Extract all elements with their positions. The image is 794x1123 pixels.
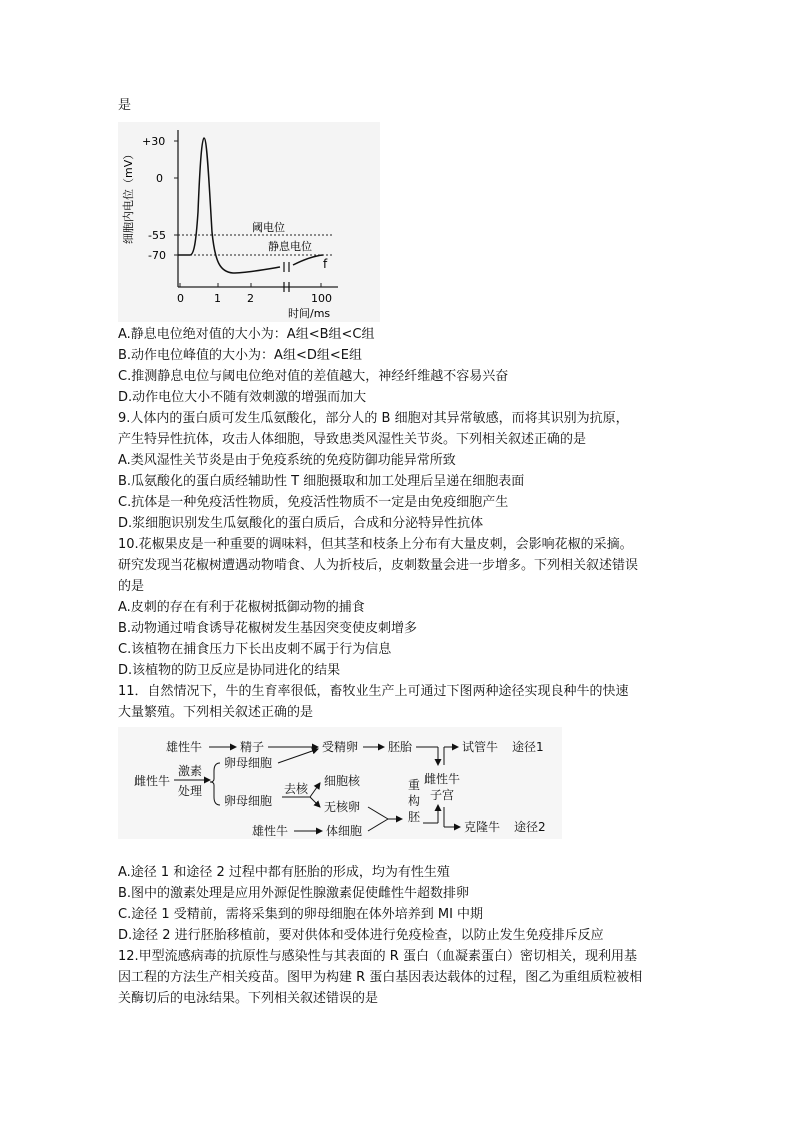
q12-stem-line: 关酶切后的电泳结果。下列相关叙述错误的是 bbox=[118, 991, 379, 1006]
enucleated-egg-label: 无核卵 bbox=[324, 800, 361, 814]
ytick-label: 0 bbox=[156, 172, 163, 185]
curve-label: f bbox=[323, 257, 328, 271]
top-text-fragment: 是 bbox=[118, 98, 132, 113]
xtick-label: 1 bbox=[214, 292, 221, 305]
reproduction-pathway-diagram bbox=[118, 727, 562, 839]
q8-option-b: B.动作电位峰值的大小为：A组<D组<E组 bbox=[118, 348, 362, 363]
oocyte-label: 卵母细胞 bbox=[224, 756, 273, 770]
q11-option-c: C.途径 1 受精前，需将采集到的卵母细胞在体外培养到 MI 中期 bbox=[118, 907, 484, 922]
q10-stem-line: 研究发现当花椒树遭遇动物啃食、人为折枝后，皮刺数量会进一步增多。下列相关叙述错误 bbox=[118, 558, 639, 573]
q9-stem-line: 产生特异性抗体，攻击人体细胞，导致患类风湿性关节炎。下列相关叙述正确的是 bbox=[118, 432, 587, 447]
reconstructed-embryo-char: 重 bbox=[408, 778, 421, 792]
route-2-label: 途径2 bbox=[514, 820, 546, 834]
male-cattle-label: 雄性牛 bbox=[252, 824, 289, 838]
q9-option-d: D.浆细胞识别发生瓜氨酸化的蛋白质后，合成和分泌特异性抗体 bbox=[118, 516, 484, 531]
recipient-female-label: 雌性牛 bbox=[424, 772, 461, 786]
somatic-cell-label: 体细胞 bbox=[326, 824, 363, 838]
hormone-label: 激素 bbox=[178, 764, 203, 778]
treatment-label: 处理 bbox=[178, 784, 203, 798]
q12-stem-line: 因工程的方法生产相关疫苗。图甲为构建 R 蛋白基因表达载体的过程，图乙为重组质粒被相 bbox=[118, 970, 643, 985]
ytick-label: +30 bbox=[142, 135, 166, 148]
graph-ylabel: 细胞内电位（mV） bbox=[122, 148, 135, 244]
nucleus-label: 细胞核 bbox=[324, 774, 361, 788]
male-cattle-label: 雄性牛 bbox=[166, 740, 203, 754]
female-cattle-label: 雌性牛 bbox=[134, 774, 171, 788]
route-1-label: 途径1 bbox=[512, 740, 544, 754]
q8-option-a: A.静息电位绝对值的大小为：A组<B组<C组 bbox=[118, 327, 375, 342]
q9-option-c: C.抗体是一种免疫活性物质，免疫活性物质不一定是由免疫细胞产生 bbox=[118, 495, 509, 510]
q9-option-a: A.类风湿性关节炎是由于免疫系统的免疫防御功能异常所致 bbox=[118, 453, 456, 468]
q10-option-b: B.动物通过啃食诱导花椒树发生基因突变使皮刺增多 bbox=[118, 621, 418, 636]
threshold-label: 阈电位 bbox=[252, 221, 285, 234]
q10-option-d: D.该植物的防卫反应是协同进化的结果 bbox=[118, 663, 341, 678]
q11-option-b: B.图中的激素处理是应用外源促性腺激素促使雌性牛超数排卵 bbox=[118, 886, 470, 901]
xtick-label: 2 bbox=[247, 292, 254, 305]
test-tube-cattle-label: 试管牛 bbox=[462, 740, 499, 754]
q11-option-d: D.途径 2 进行胚胎移植前，要对供体和受体进行免疫检查，以防止发生免疫排斥反应 bbox=[118, 928, 604, 943]
xtick-label: 100 bbox=[311, 292, 332, 305]
resting-label: 静息电位 bbox=[268, 240, 312, 253]
q10-stem-line: 10.花椒果皮是一种重要的调味料，但其茎和枝条上分布有大量皮刺，会影响花椒的采摘。 bbox=[118, 537, 633, 552]
embryo-label: 胚胎 bbox=[388, 740, 413, 754]
q12-stem-line: 12.甲型流感病毒的抗原性与感染性与其表面的 R 蛋白（血凝素蛋白）密切相关，现利用基 bbox=[118, 949, 637, 964]
oocyte-label: 卵母细胞 bbox=[224, 794, 273, 808]
uterus-label: 子宫 bbox=[430, 788, 455, 802]
clone-cattle-label: 克隆牛 bbox=[464, 820, 501, 834]
ytick-label: -70 bbox=[148, 249, 166, 262]
reconstructed-embryo-char: 胚 bbox=[408, 810, 421, 824]
action-potential-graph bbox=[118, 122, 380, 322]
q11-option-a: A.途径 1 和途径 2 过程中都有胚胎的形成，均为有性生殖 bbox=[118, 865, 450, 880]
fertilized-egg-label: 受精卵 bbox=[322, 740, 359, 754]
q11-stem-line: 11．自然情况下，牛的生育率很低，畜牧业生产上可通过下图两种途径实现良种牛的快速 bbox=[118, 684, 629, 699]
q8-option-d: D.动作电位大小不随有效刺激的增强而加大 bbox=[118, 390, 367, 405]
xtick-label: 0 bbox=[177, 292, 184, 305]
sperm-label: 精子 bbox=[240, 740, 265, 754]
ytick-label: -55 bbox=[148, 229, 166, 242]
q8-option-c: C.推测静息电位与阈电位绝对值的差值越大，神经纤维越不容易兴奋 bbox=[118, 369, 509, 384]
q10-stem-line: 的是 bbox=[118, 579, 145, 594]
graph-xlabel: 时间/ms bbox=[288, 307, 331, 320]
q9-stem-line: 9.人体内的蛋白质可发生瓜氨酸化，部分人的 B 细胞对其异常敏感，而将其识别为抗原， bbox=[118, 411, 629, 426]
q9-option-b: B.瓜氨酸化的蛋白质经辅助性 T 细胞摄取和加工处理后呈递在细胞表面 bbox=[118, 474, 525, 489]
enucleate-label: 去核 bbox=[284, 782, 309, 796]
q10-option-c: C.该植物在捕食压力下长出皮刺不属于行为信息 bbox=[118, 642, 392, 657]
q10-option-a: A.皮刺的存在有利于花椒树抵御动物的捕食 bbox=[118, 600, 365, 615]
q11-stem-line: 大量繁殖。下列相关叙述正确的是 bbox=[118, 705, 314, 720]
reconstructed-embryo-char: 构 bbox=[408, 794, 421, 808]
